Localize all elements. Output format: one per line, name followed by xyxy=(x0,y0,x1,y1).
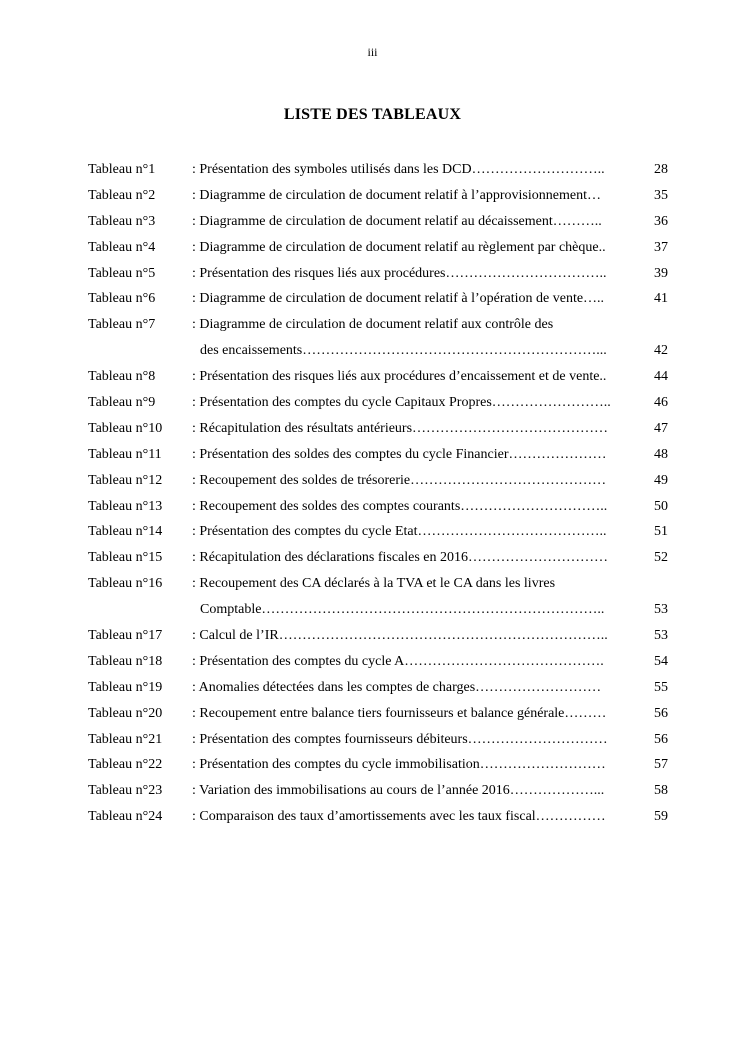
table-entry-row xyxy=(88,468,668,494)
table-entry-title: : Recoupement entre balance tiers fournisseurs et balance générale……… xyxy=(192,705,607,721)
table-entry-page-number: 55 xyxy=(654,679,668,695)
table-entry-page-number: 41 xyxy=(654,291,668,307)
table-entry-title: : Présentation des comptes du cycle Capitaux Propres…………………….. xyxy=(192,395,611,411)
table-entry-title: : Diagramme de circulation de document relatif au décaissement……….. xyxy=(192,213,602,229)
table-entry-label: Tableau n°9 xyxy=(88,395,156,411)
table-entry-title: : Calcul de l’IR…………………………………………………………….. xyxy=(192,628,608,644)
table-entry-row xyxy=(88,727,668,753)
table-entry-page-number: 42 xyxy=(654,343,668,359)
table-entry-page-number: 48 xyxy=(654,446,668,462)
table-entry-page-number: 50 xyxy=(654,498,668,514)
table-entry-row xyxy=(88,286,668,312)
table-entry-title: : Diagramme de circulation de document relatif à l’approvisionnement… xyxy=(192,187,601,203)
table-entry-row xyxy=(88,312,668,338)
table-entry-row xyxy=(88,364,668,390)
table-entry-row xyxy=(88,649,668,675)
table-entry-row xyxy=(88,390,668,416)
table-entry-title: Comptable……………………………………………………………….. xyxy=(200,602,605,618)
table-entry-page-number: 36 xyxy=(654,213,668,229)
table-entry-label: Tableau n°10 xyxy=(88,420,163,436)
table-entry-row xyxy=(88,209,668,235)
table-entry-row xyxy=(88,778,668,804)
table-entry-label: Tableau n°13 xyxy=(88,498,163,514)
table-entry-label: Tableau n°19 xyxy=(88,679,163,695)
table-entry-row xyxy=(88,338,668,364)
table-entry-row xyxy=(88,623,668,649)
table-entry-page-number: 54 xyxy=(654,653,668,669)
table-entry-row xyxy=(88,519,668,545)
table-entry-label: Tableau n°20 xyxy=(88,705,163,721)
table-list xyxy=(88,157,668,830)
table-entry-label: Tableau n°4 xyxy=(88,239,156,255)
table-entry-page-number: 51 xyxy=(654,524,668,540)
table-entry-row xyxy=(88,701,668,727)
table-entry-label: Tableau n°5 xyxy=(88,265,156,281)
table-entry-title: : Présentation des comptes du cycle immobilisation……………………… xyxy=(192,757,606,773)
table-entry-label: Tableau n°24 xyxy=(88,809,163,825)
table-entry-label: Tableau n°17 xyxy=(88,628,163,644)
table-entry-label: Tableau n°3 xyxy=(88,213,156,229)
table-entry-title: : Présentation des comptes du cycle A……………………………………. xyxy=(192,653,604,669)
table-entry-row xyxy=(88,675,668,701)
table-entry-row xyxy=(88,545,668,571)
table-entry-title: : Récapitulation des résultats antérieurs…………………………………… xyxy=(192,420,609,436)
table-entry-page-number: 47 xyxy=(654,420,668,436)
page-title: LISTE DES TABLEAUX xyxy=(283,106,462,123)
table-entry-label: Tableau n°1 xyxy=(88,162,156,177)
table-entry-label: Tableau n°15 xyxy=(88,550,163,566)
table-entry-page-number: 37 xyxy=(654,239,668,255)
table-entry-title: : Recoupement des CA déclarés à la TVA et le CA dans les livres xyxy=(192,576,556,592)
table-entry-title: : Diagramme de circulation de document relatif aux contrôle des xyxy=(192,317,554,333)
table-entry-page-number: 39 xyxy=(654,265,668,281)
table-entry-row xyxy=(88,235,668,261)
table-entry-row xyxy=(88,597,668,623)
table-entry-row xyxy=(88,183,668,209)
table-entry-label: Tableau n°22 xyxy=(88,757,163,773)
table-entry-title: : Comparaison des taux d’amortissements avec les taux fiscal…………… xyxy=(192,809,606,825)
table-entry-row xyxy=(88,442,668,468)
table-entry-row xyxy=(88,752,668,778)
table-entry-label: Tableau n°7 xyxy=(88,317,156,333)
page-number: iii xyxy=(367,45,378,59)
table-entry-page-number: 58 xyxy=(654,783,668,799)
table-entry-title: : Présentation des soldes des comptes du cycle Financier………………… xyxy=(192,446,607,462)
table-entry-title: : Présentation des symboles utilisés dans les DCD……………………….. xyxy=(192,162,605,177)
table-entry-page-number: 56 xyxy=(654,705,668,721)
table-entry-label: Tableau n°14 xyxy=(88,524,163,540)
table-entry-title: : Récapitulation des déclarations fiscales en 2016………………………… xyxy=(192,550,609,566)
table-entry-page-number: 44 xyxy=(654,369,668,385)
table-entry-title: : Diagramme de circulation de document relatif à l’opération de vente….. xyxy=(192,291,605,307)
table-entry-label: Tableau n°2 xyxy=(88,187,156,203)
table-entry-page-number: 46 xyxy=(654,395,668,411)
table-entry-page-number: 49 xyxy=(654,472,668,488)
table-entry-title: des encaissements………………………………………………………... xyxy=(200,343,607,359)
table-entry-title: : Recoupement des soldes des comptes courants………………………….. xyxy=(192,498,608,514)
table-entry-page-number: 35 xyxy=(654,187,668,203)
table-entry-title: : Présentation des comptes fournisseurs débiteurs………………………… xyxy=(192,731,608,747)
table-entry-title: : Présentation des comptes du cycle Etat………………………………….. xyxy=(192,524,607,540)
table-entry-row xyxy=(88,494,668,520)
table-entry-title: : Diagramme de circulation de document relatif au règlement par chèque.. xyxy=(192,239,606,255)
table-entry-title: : Recoupement des soldes de trésorerie…………………………………… xyxy=(192,472,607,488)
table-entry-label: Tableau n°18 xyxy=(88,653,163,669)
table-entry-label: Tableau n°6 xyxy=(88,291,156,307)
table-entry-title: : Variation des immobilisations au cours de l’année 2016………………... xyxy=(192,783,605,799)
table-entry-title: : Présentation des risques liés aux procédures d’encaissement et de vente.. xyxy=(192,369,607,385)
table-entry-page-number: 52 xyxy=(654,550,668,566)
table-entry-page-number: 53 xyxy=(654,628,668,644)
table-entry-row xyxy=(88,804,668,830)
table-entry-page-number: 56 xyxy=(654,731,668,747)
table-entry-title: : Anomalies détectées dans les comptes de charges……………………… xyxy=(192,679,602,695)
table-entry-label: Tableau n°23 xyxy=(88,783,163,799)
table-entry-row xyxy=(88,261,668,287)
table-entry-row xyxy=(88,157,668,183)
table-entry-page-number: 28 xyxy=(654,162,668,177)
table-entry-page-number: 59 xyxy=(654,809,668,825)
table-entry-label: Tableau n°8 xyxy=(88,369,156,385)
table-entry-title: : Présentation des risques liés aux procédures…………………………….. xyxy=(192,265,607,281)
table-entry-page-number: 53 xyxy=(654,602,668,618)
table-entry-row xyxy=(88,571,668,597)
table-entry-label: Tableau n°12 xyxy=(88,472,163,488)
table-entry-label: Tableau n°11 xyxy=(88,446,162,462)
table-entry-row xyxy=(88,416,668,442)
table-entry-label: Tableau n°21 xyxy=(88,731,163,747)
table-entry-label: Tableau n°16 xyxy=(88,576,163,592)
table-entry-page-number: 57 xyxy=(654,757,668,773)
